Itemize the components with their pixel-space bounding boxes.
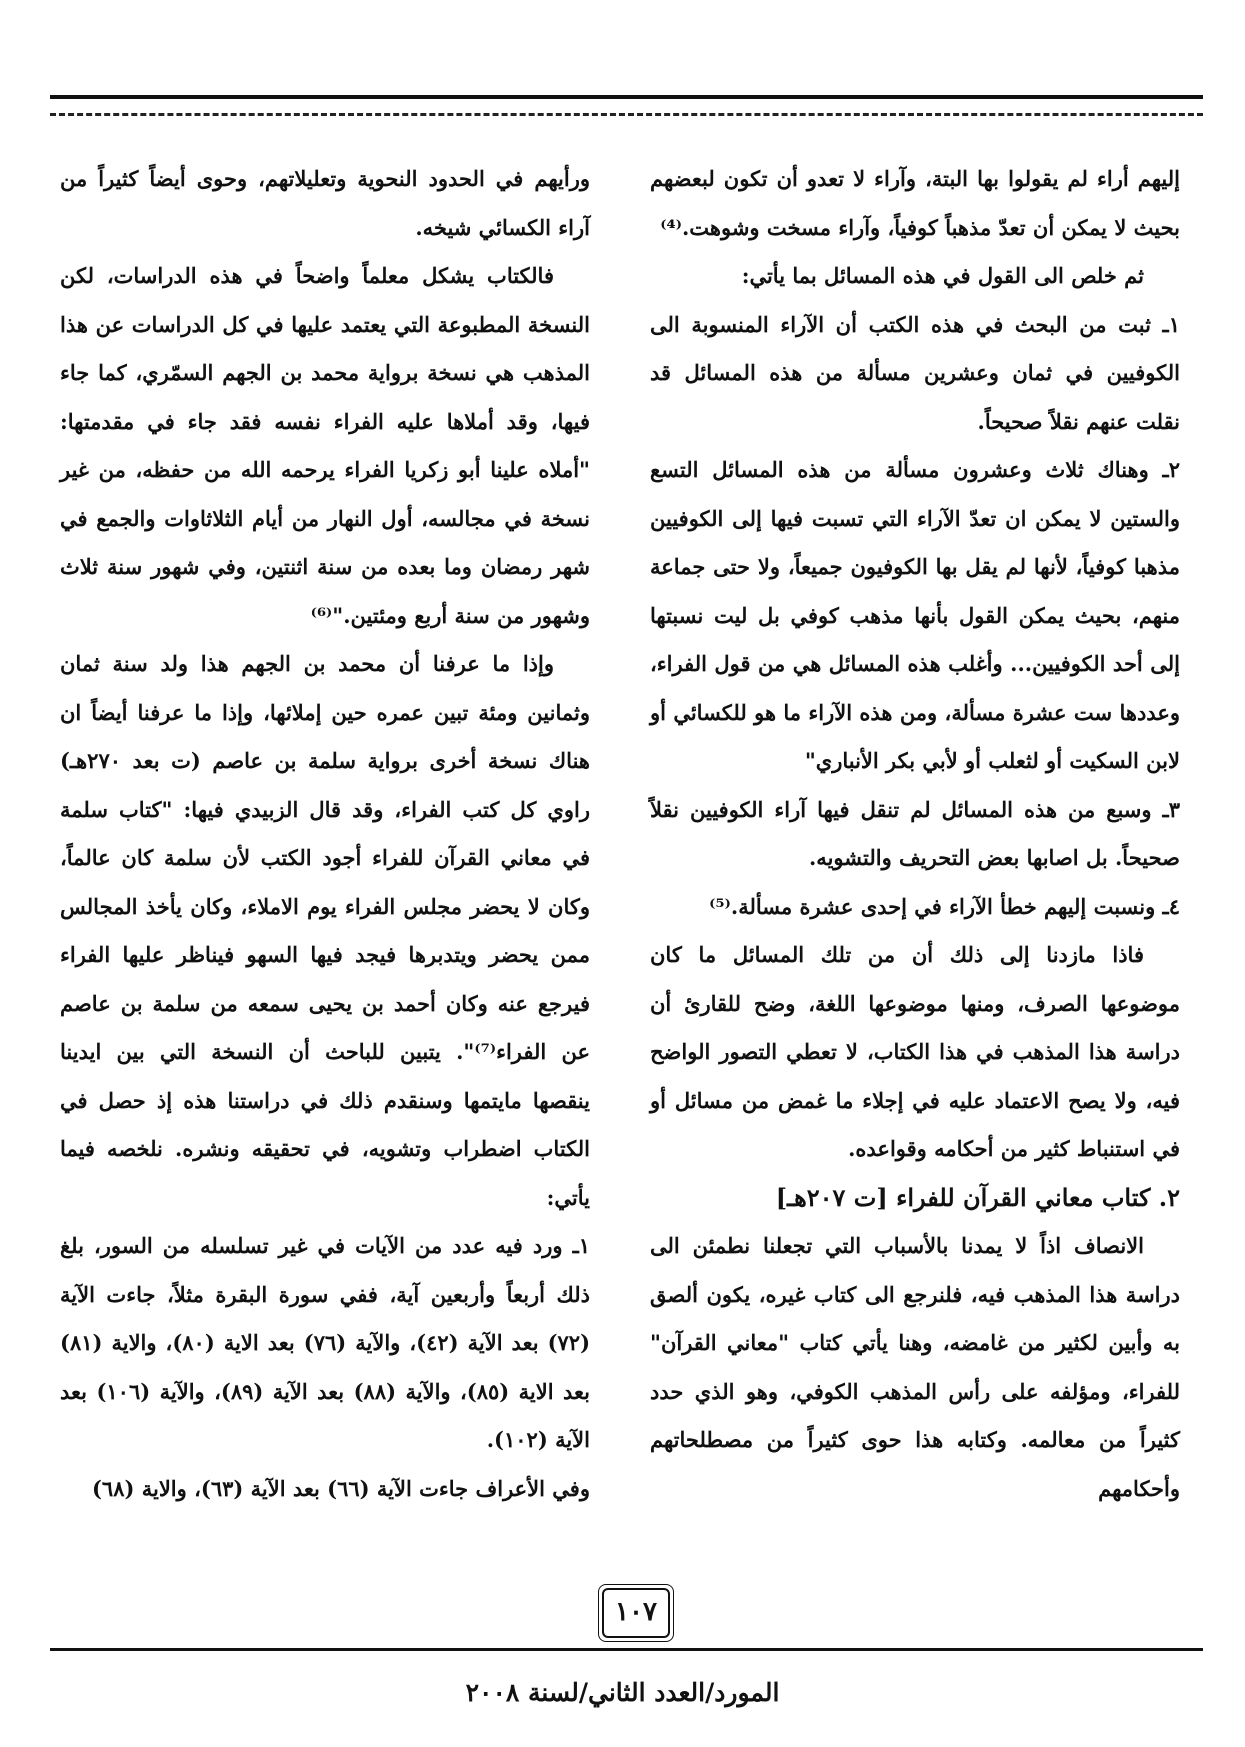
paragraph: فاذا مازدنا إلى ذلك أن من تلك المسائل ما كان موضوعها الصرف، ومنها موضوعها اللغة، وضح للقارئ أن دراسة هذا المذهب في هذا الكتاب، لا تعطي التصور الواضح فيه، ولا يصح الاعتماد عليه في إجلاء ما غمض من مسائل أو في استنباط كثير من أحكامه وقواعده. — [650, 942, 1180, 1161]
paragraph: ٣ـ وسبع من هذه المسائل لم تنقل فيها آراء الكوفيين نقلاً صحيحاً. بل اصابها بعض التحريف والتشويه. — [650, 796, 1180, 870]
header-rule-dashed — [50, 113, 1203, 116]
section-heading: ٢. كتاب معاني القرآن للفراء [ت ٢٠٧هـ] — [775, 1182, 1180, 1212]
header-rule — [50, 95, 1203, 99]
journal-footer: المورد/العدد الثاني/لسنة ٢٠٠٨ — [465, 1678, 780, 1707]
paragraph: ٤ـ ونسبت إليهم خطأ الآراء في إحدى عشرة مسألة.⁽⁵⁾ — [709, 893, 1180, 919]
paragraph: ١ـ ثبت من البحث في هذه الكتب أن الآراء المنسوبة الى الكوفيين في ثمان وعشرين مسألة من هذه المسائل قد نقلت عنهم نقلاً صحيحاً. — [650, 311, 1180, 434]
paragraph: وفي الأعراف جاءت الآية (٦٦) بعد الآية (٦٣)، والاية (٦٨) — [91, 1475, 590, 1501]
left-column — [60, 155, 590, 1513]
paragraph: ٢ـ وهناك ثلاث وعشرون مسألة من هذه المسائل التسع والستين لا يمكن ان تعدّ الآراء التي تسبت فيها إلى الكوفيين مذهبا كوفياً، لأنها لم يقل بها الكوفيون جميعاً، ولا حتى جماعة منهم، بحيث يمكن القول بأنها مذهب كوفي بل ليت نسبتها إلى أحد الكوفيين... وأغلب هذه المسائل هي من قول الفراء، وعددها ست عشرة مسألة، ومن هذه الآراء ما هو للكسائي أو لابن السكيت أو لثعلب أو لأبي بكر الأنباري" — [650, 457, 1180, 773]
paragraph: ١ـ ورد فيه عدد من الآيات في غير تسلسله من السور، بلغ ذلك أربعاً وأربعين آية، ففي سورة البقرة مثلاً، جاءت الآية (٧٢) بعد الآية (٤٢)، والآية (٧٦) بعد الاية (٨٠)، والاية (٨١) بعد الاية (٨٥)، والآية (٨٨) بعد الآية (٨٩)، والآية (١٠٦) بعد الآية (١٠٢). — [60, 1233, 591, 1452]
right-column — [650, 155, 1180, 1513]
footer-rule — [50, 1648, 1203, 1651]
paragraph: إليهم أراء لم يقولوا بها البتة، وآراء لا تعدو أن تكون لبعضهم بحيث لا يمكن أن تعدّ مذهباً كوفياً، وآراء مسخت وشوهت.⁽⁴⁾ — [650, 166, 1180, 240]
paragraph: الانصاف اذاً لا يمدنا بالأسباب التي تجعلنا نطمئن الى دراسة هذا المذهب فيه، فلنرجع الى كتاب غيره، يكون ألصق به وأبين لكثير من غامضه، وهنا يأتي كتاب "معاني القرآن" للفراء، ومؤلفه على رأس المذهب الكوفي، وهو الذي حدد كثيراً من معالمه. وكتابه هذا حوى كثيراً من مصطلحاتهم وأحكامهم — [650, 1233, 1180, 1501]
paragraph: فالكتاب يشكل معلماً واضحاً في هذه الدراسات، لكن النسخة المطبوعة التي يعتمد عليها في كل الدراسات عن هذا المذهب هي نسخة برواية محمد بن الجهم السمّري، كما جاء فيها، وقد أملاها عليه الفراء نفسه فقد جاء في مقدمتها: "أملاه علينا أبو زكريا الفراء يرحمه الله من حفظه، من غير نسخة في مجالسه، أول النهار من أيام الثلاثاوات والجمع في شهر رمضان وما بعده من سنة اثنتين، وفي شهور سنة ثلاث وشهور من سنة أربع ومئتين."⁽⁶⁾ — [60, 263, 590, 628]
paragraph: ثم خلص الى القول في هذه المسائل بما يأتي: — [741, 263, 1144, 288]
paragraph: وإذا ما عرفنا أن محمد بن الجهم هذا ولد سنة ثمان وثمانين ومئة تبين عمره حين إملائها، وإذا ما عرفنا أيضاً ان هناك نسخة أخرى برواية سلمة بن عاصم (ت بعد ٢٧٠هـ) راوي كل كتب الفراء، وقد قال الزبيدي فيها: "كتاب سلمة في معاني القرآن للفراء أجود الكتب لأن سلمة كان عالماً، وكان لا يحضر مجلس الفراء يوم الاملاء، وكان يأخذ المجالس ممن يحضر ويتدبرها فيجد فيها السهو فيناظر عليها الفراء فيرجع عنه وكان أحمد بن يحيى سمعه من سلمة بن عاصم عن الفراء⁽⁷⁾". يتبين للباحث أن النسخة التي بين ايدينا ينقصها مايتمها وسنقدم ذلك في دراستنا هذه إذ حصل في الكتاب اضطراب وتشويه، في تحقيقه ونشره. نلخصه فيما يأتي: — [60, 651, 590, 1210]
page-number: ١٠٧ — [602, 1588, 670, 1638]
paragraph: ورأيهم في الحدود النحوية وتعليلاتهم، وحوى أيضاً كثيراً من آراء الكسائي شيخه. — [60, 166, 590, 240]
